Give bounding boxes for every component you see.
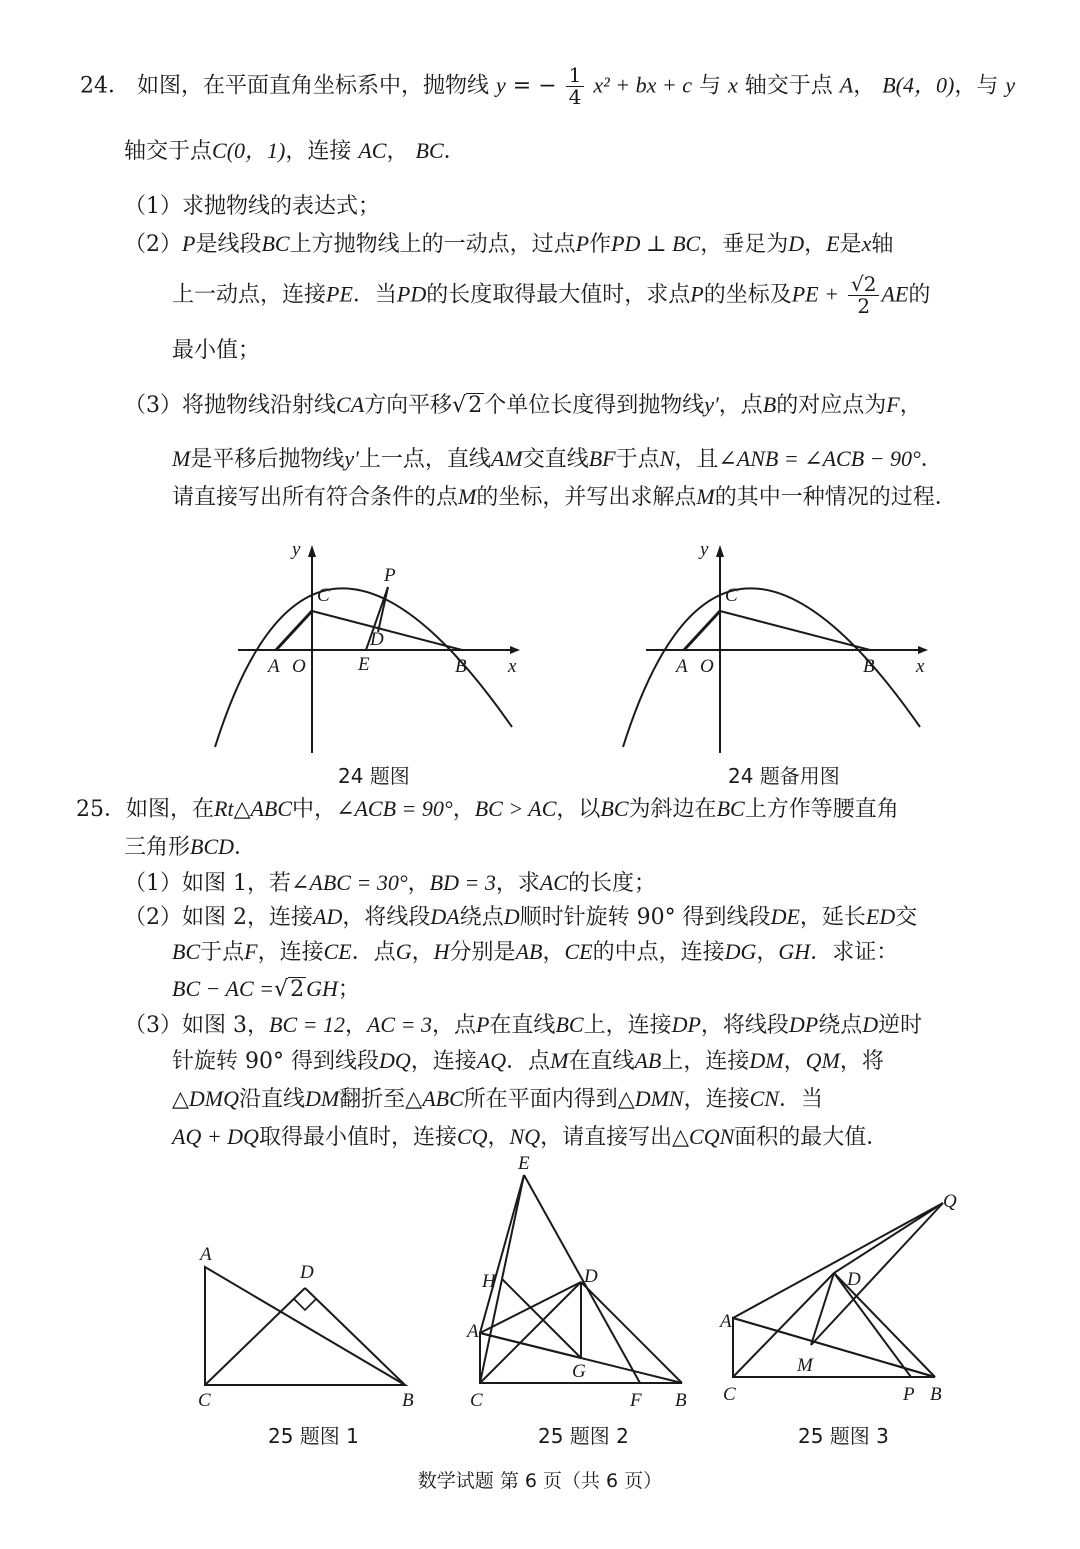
- x-axis-arrow: [918, 646, 928, 654]
- q25-part-2-line-1: （2）如图 2，连接AD，将线段DA绕点D顺时针旋转 90° 得到线段DE，延长ED交: [124, 904, 918, 930]
- label-O: O: [700, 656, 714, 677]
- q25-figure-2-caption: 25 题图 2: [538, 1424, 629, 1448]
- q25-part-2-line-2: BC于点F，连接CE．点G，H分别是AB，CE的中点，连接DG，GH．求证：: [172, 939, 899, 965]
- segment-DB: [305, 1288, 405, 1385]
- q25-part-3-line-4: AQ + DQ取得最小值时，连接CQ，NQ，请直接写出△CQN面积的最大值．: [172, 1124, 889, 1150]
- right-angle-mark: [294, 1299, 316, 1310]
- q25-figure-2: [462, 1155, 702, 1415]
- q24-part-3-line-2: M是平移后抛物线y′上一点，直线AM交直线BF于点N，且∠ANB = ∠ACB − 90°．: [172, 446, 943, 472]
- q24-part-2-line-3: 最小值；: [172, 338, 261, 363]
- label-y: y: [700, 539, 709, 560]
- label-E: E: [518, 1153, 530, 1174]
- label-P: P: [903, 1384, 915, 1405]
- label-x: x: [508, 656, 517, 677]
- segment-CD: [205, 1288, 305, 1385]
- label-D: D: [370, 629, 384, 650]
- label-E: E: [358, 654, 370, 675]
- q25-part-3-line-2: 针旋转 90° 得到线段DQ，连接AQ．点M在直线AB上，连接DM，QM，将: [172, 1048, 884, 1074]
- label-B: B: [675, 1390, 687, 1411]
- q24-part-3-line-3: 请直接写出所有符合条件的点M的坐标，并写出求解点M的其中一种情况的过程．: [172, 484, 957, 510]
- label-H: H: [482, 1271, 496, 1292]
- segment-AB: [733, 1318, 935, 1377]
- label-A: A: [467, 1321, 479, 1342]
- segment-HG: [502, 1279, 581, 1358]
- label-D: D: [584, 1266, 598, 1287]
- q24-part-3-line-1: （3）将抛物线沿射线CA方向平移√2个单位长度得到抛物线y′，点B的对应点为F，: [124, 392, 922, 418]
- segment-CB: [312, 611, 462, 650]
- label-B: B: [863, 656, 875, 677]
- label-D: D: [847, 1269, 861, 1290]
- label-B: B: [402, 1390, 414, 1411]
- q24-line-2: 轴交于点C(0，1)，连接 AC， BC．: [124, 138, 466, 164]
- fraction-quarter: $\frac{1}{4}$: [566, 65, 585, 108]
- parabola: [623, 588, 920, 747]
- q24-number: 24．: [80, 73, 130, 99]
- q24-part-2-line-2: 上一动点，连接PE．当PD的长度取得最大值时，求点P的坐标及PE + $\frac{√2}{2}$ AE的: [172, 272, 931, 318]
- page-footer: 数学试题 第 6 页（共 6 页）: [417, 1470, 663, 1492]
- q24-backup-figure: [608, 535, 948, 765]
- label-B: B: [930, 1384, 942, 1405]
- label-C: C: [470, 1390, 483, 1411]
- segment-QM: [811, 1203, 943, 1345]
- q25-line-1: 25．如图，在Rt△ABC中，∠ACB = 90°，BC > AC，以BC为斜边在BC上方作等腰直角: [76, 796, 899, 822]
- q25-part-3-line-1: （3）如图 3，BC = 12，AC = 3，点P在直线BC上，连接DP，将线段DP绕点D逆时: [124, 1012, 923, 1038]
- q24-figure: [200, 535, 540, 765]
- q24-part-2-line-1: （2）P是线段BC上方抛物线上的一动点，过点P作PD ⊥ BC，垂足为D，E是x轴: [124, 231, 894, 257]
- label-C: C: [725, 585, 738, 606]
- q25-part-3-line-3: △DMQ沿直线DM翻折至△ABC所在平面内得到△DMN，连接CN．当: [172, 1086, 823, 1112]
- segment-AG: [480, 1333, 581, 1358]
- label-C: C: [198, 1390, 211, 1411]
- q24-line-1: 24． 如图，在平面直角坐标系中，抛物线 y = − $\frac{1}{4}$ x² + bx + c 与 x 轴交于点 A， B(4，0)，与 y: [80, 63, 1016, 109]
- label-G: G: [572, 1361, 586, 1382]
- segment-DP: [834, 1273, 911, 1377]
- y-axis-arrow: [308, 545, 316, 557]
- label-C: C: [723, 1384, 736, 1405]
- label-A: A: [676, 656, 688, 677]
- q24-part-1: （1）求抛物线的表达式；: [124, 194, 380, 219]
- segment-AE: [480, 1175, 524, 1333]
- q24-backup-caption: 24 题备用图: [728, 764, 840, 788]
- q25-figure-1: [190, 1240, 430, 1420]
- label-A: A: [268, 656, 280, 677]
- triangle-ABC: [205, 1267, 405, 1385]
- label-A: A: [720, 1311, 732, 1332]
- q25-figure-1-caption: 25 题图 1: [268, 1424, 359, 1448]
- q25-part-2-line-3: BC − AC =√2GH；: [172, 976, 360, 1002]
- label-F: F: [630, 1390, 642, 1411]
- label-D: D: [300, 1262, 314, 1283]
- segment-CB: [720, 611, 870, 650]
- q24-figure-caption: 24 题图: [338, 764, 410, 788]
- segment-AQ: [733, 1203, 943, 1318]
- q25-line-2: 三角形BCD．: [124, 834, 257, 860]
- fraction-root2-over-2: $\frac{√2}{2}$: [848, 274, 879, 317]
- label-O: O: [292, 656, 306, 677]
- label-P: P: [384, 565, 396, 586]
- label-x: x: [916, 656, 925, 677]
- y-axis-arrow: [716, 545, 724, 557]
- label-A: A: [200, 1244, 212, 1265]
- q25-part-1: （1）如图 1，若∠ABC = 30°，BD = 3，求AC的长度；: [124, 870, 656, 896]
- q25-number: 25．: [76, 797, 126, 822]
- q25-figure-3: [715, 1185, 975, 1410]
- x-axis-arrow: [510, 646, 520, 654]
- segment-CD: [733, 1273, 834, 1377]
- label-C: C: [317, 585, 330, 606]
- segment-CD: [480, 1282, 581, 1383]
- label-M: M: [797, 1355, 813, 1376]
- label-Q: Q: [943, 1191, 957, 1212]
- q25-figure-3-caption: 25 题图 3: [798, 1424, 889, 1448]
- label-y: y: [292, 539, 301, 560]
- label-B: B: [455, 656, 467, 677]
